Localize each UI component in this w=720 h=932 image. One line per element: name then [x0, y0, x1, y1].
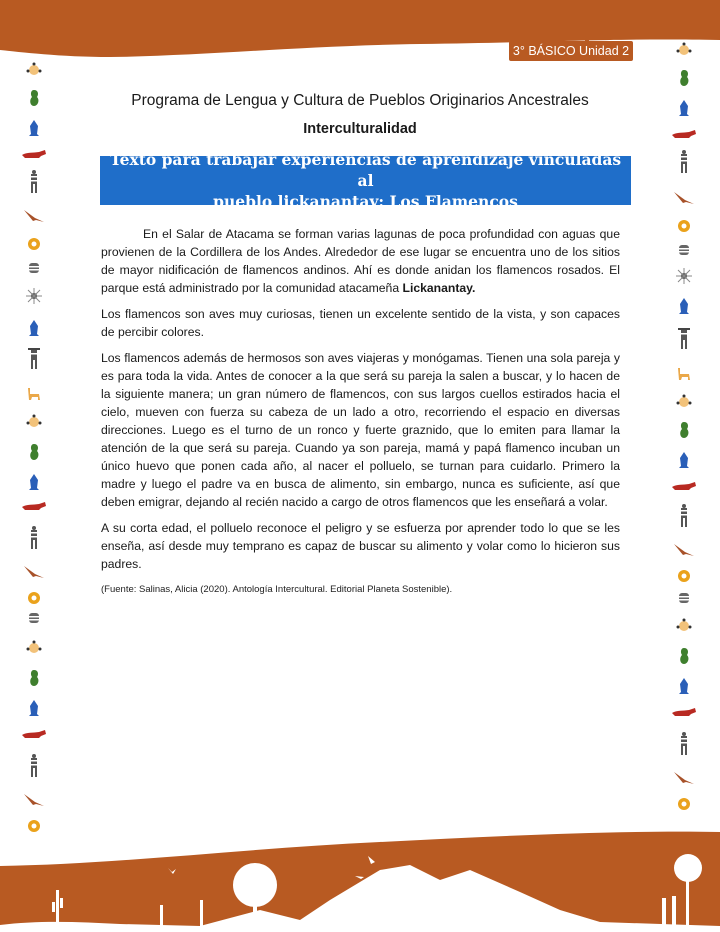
blue-figure-icon — [664, 676, 704, 696]
pot-icon — [664, 588, 704, 608]
fox-icon — [664, 476, 704, 496]
striped-man-icon — [14, 528, 54, 548]
striped-man-icon — [664, 734, 704, 754]
striped-man-icon — [14, 756, 54, 776]
sun-face-icon — [664, 40, 704, 60]
sun-face-icon — [14, 638, 54, 658]
llama-icon — [14, 384, 54, 404]
fox-icon — [14, 496, 54, 516]
flower-icon — [14, 588, 54, 608]
source-citation: (Fuente: Salinas, Alicia (2020). Antología Intercultural. Editorial Planeta Sostenible). — [101, 584, 453, 595]
sun-face-icon — [14, 412, 54, 432]
condor-icon — [14, 206, 54, 226]
paragraph-2: Los flamencos son aves muy curiosas, tienen un excelente sentido de la vista, y son capaces de percibir colores. — [101, 307, 620, 339]
frog-icon — [664, 68, 704, 88]
condor-icon — [14, 562, 54, 582]
frog-icon — [14, 88, 54, 108]
condor-icon — [14, 790, 54, 810]
frog-icon — [14, 442, 54, 462]
flower-icon — [664, 216, 704, 236]
blue-figure-icon — [14, 472, 54, 492]
striped-man-icon — [664, 152, 704, 172]
fox-icon — [14, 144, 54, 164]
paragraph-4: A su corta edad, el polluelo reconoce el peligro y se esfuerza por aprender todo lo que se les enseña, así desde muy temprano es capaz de buscar su alimento y volar como lo hicieron sus padres. — [101, 521, 620, 571]
blue-figure-icon — [14, 118, 54, 138]
banner-line-1: Texto para trabajar experiencias de aprendizaje vinculadas al — [109, 150, 622, 190]
pot-icon — [664, 240, 704, 260]
sun-face-icon — [664, 616, 704, 636]
banner-line-2: pueblo lickanantay: Los Flamencos — [213, 192, 518, 211]
paragraph-1: En el Salar de Atacama se forman varias lagunas de poca profundidad con aguas que provienen de la Cordillera de los Andes. Alrededor de ese lugar se encuentra uno de los sitios de mayor nidificación de flamencos andinos. Ahí es donde anidan los flamencos rosados. El parque está administrado por la comunidad atacameña Lickanantay. — [101, 227, 620, 295]
grade-unit-badge: 3° BÁSICO Unidad 2 — [509, 41, 633, 61]
blue-figure-icon — [664, 98, 704, 118]
fox-icon — [664, 124, 704, 144]
title-banner — [100, 150, 631, 211]
pot-icon — [14, 608, 54, 628]
section-subtitle: Interculturalidad — [303, 121, 417, 137]
sun-face-icon — [14, 60, 54, 80]
program-title: Programa de Lengua y Cultura de Pueblos Originarios Ancestrales — [131, 92, 589, 109]
frog-icon — [664, 420, 704, 440]
fox-icon — [664, 702, 704, 722]
flower-icon — [14, 234, 54, 254]
flower-icon — [664, 566, 704, 586]
sunburst-icon — [14, 286, 54, 306]
striped-man-icon — [14, 348, 54, 368]
fox-icon — [14, 724, 54, 744]
article-body — [101, 225, 620, 607]
blue-figure-icon — [14, 698, 54, 718]
condor-icon — [664, 188, 704, 208]
condor-icon — [664, 540, 704, 560]
footer-landscape — [0, 830, 720, 932]
striped-man-icon — [14, 172, 54, 192]
paragraph-3: Los flamencos además de hermosos son aves viajeras y monógamas. Tienen una sola pareja y es para toda la vida. Antes de conocer a la que será su pareja la salen a buscar, y lo hacen de la siguiente manera; un gran número de flamencos, con sus largos cuellos estirados hacia el cielo, mueven con fuerza su cabeza de un lado a otro, recorriendo el espacio en diversas direcciones. Luego es el turno de un ronco y fuerte graznido, que lo emiten para llamar la atención de la que será su pareja. Cuando ya son pareja, mamá y papá flamenco incuban un único huevo que ponen cada año, al nacer el polluelo, se turnan para cuidarlo. Primero la madre y luego el padre va en busca de alimento, sin embargo, nunca es suficiente, así que deben emigrar, dejando al recién nacido a cargo de otros flamencos que les enseñará a volar. — [101, 351, 620, 509]
blue-figure-icon — [664, 450, 704, 470]
sun-face-icon — [664, 392, 704, 412]
sunburst-icon — [664, 266, 704, 286]
flower-icon — [664, 794, 704, 814]
blue-figure-icon — [14, 318, 54, 338]
striped-man-icon — [664, 328, 704, 348]
pot-icon — [14, 258, 54, 278]
community-name: Lickanantay. — [402, 281, 476, 295]
frog-icon — [14, 668, 54, 688]
condor-icon — [664, 768, 704, 788]
blue-figure-icon — [664, 296, 704, 316]
llama-icon — [664, 364, 704, 384]
frog-icon — [664, 646, 704, 666]
striped-man-icon — [664, 506, 704, 526]
